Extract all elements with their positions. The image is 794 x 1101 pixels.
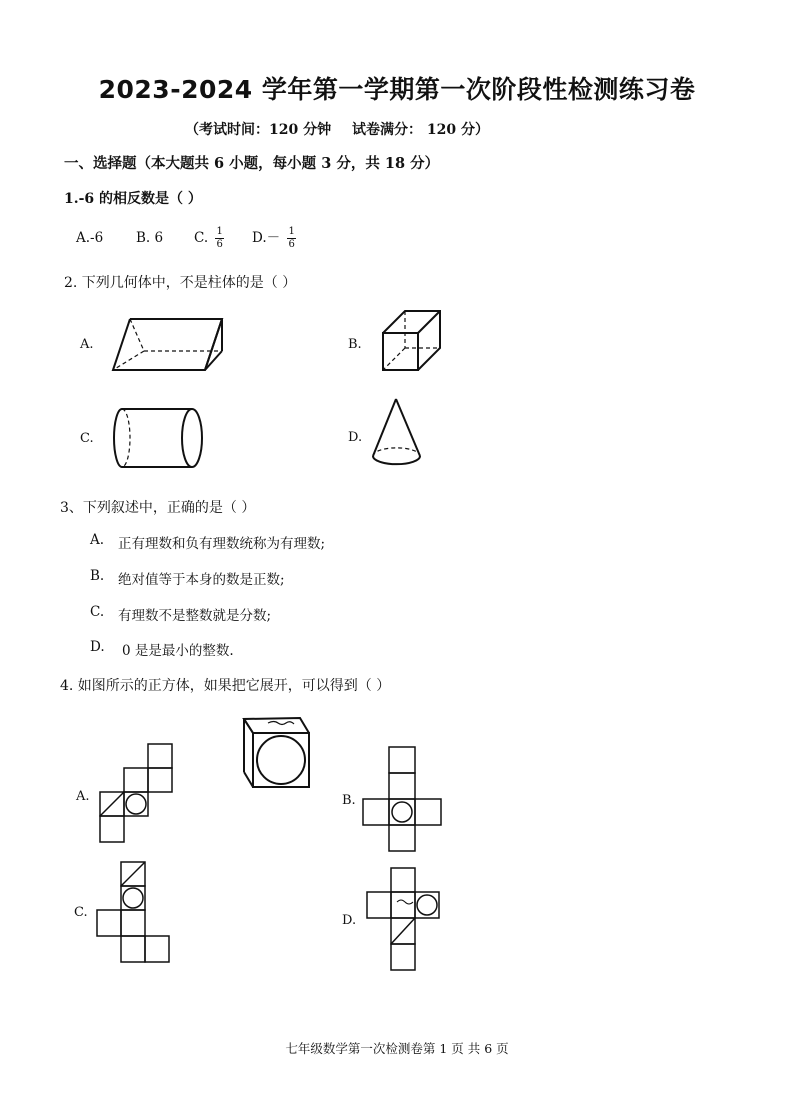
cube-figure (380, 308, 444, 374)
page-title: 2023-2024 学年第一学期第一次阶段性检测练习卷 (98, 75, 696, 104)
q1-option-d-fraction (287, 226, 295, 251)
q4-label-d: D. (342, 913, 357, 928)
question-1-stem: 1.-6 的相反数是（ ） (64, 191, 202, 207)
cone-figure (370, 396, 426, 470)
q1-option-d-label: D.－ (252, 230, 281, 246)
question-2-stem: 2. 下列几何体中，不是柱体的是（ ） (64, 275, 297, 291)
q3-option-b-text: 绝对值等于本身的数是正数; (118, 572, 285, 588)
exam-time: （考试时间：120 分钟 (185, 122, 332, 138)
q2-label-d: D. (348, 430, 363, 445)
page-footer: 七年级数学第一次检测卷第 1 页 共 6 页 (285, 1041, 509, 1056)
net-d-figure (364, 866, 444, 972)
q1-option-d-numerator: 1 (288, 226, 295, 237)
q4-label-c: C. (74, 905, 88, 920)
q1-option-c (194, 226, 224, 251)
q1-option-d (252, 226, 296, 251)
q3-option-a-text: 正有理数和负有理数统称为有理数; (118, 536, 326, 552)
q3-option-c-text: 有理数不是整数就是分数; (118, 608, 272, 624)
question-3-stem: 3、下列叙述中，正确的是（ ） (60, 500, 256, 516)
q1-option-c-fraction (215, 226, 223, 251)
net-c-figure (95, 860, 175, 964)
question-4-stem: 4. 如图所示的正方体，如果把它展开，可以得到（ ） (60, 678, 391, 694)
q1-option-c-denominator: 6 (216, 239, 223, 250)
q4-label-b: B. (342, 793, 356, 808)
triangular-prism-figure (110, 315, 230, 375)
q1-option-c-label: C. (194, 230, 209, 246)
net-a-figure (96, 742, 176, 848)
q2-label-b: B. (348, 337, 362, 352)
net-b-figure (362, 745, 442, 855)
q3-option-d-text: 0 是是最小的整数. (122, 643, 234, 659)
q1-option-b: B. 6 (136, 230, 164, 246)
q1-option-c-numerator: 1 (216, 226, 223, 237)
full-score: 试卷满分： 120 分） (352, 122, 489, 138)
q3-option-d-key: D. (90, 639, 105, 655)
q2-label-a: A. (80, 337, 94, 352)
section-heading: 一、选择题（本大题共 6 小题，每小题 3 分，共 18 分） (64, 155, 440, 172)
q3-option-a-key: A. (90, 532, 105, 548)
cylinder-figure (112, 405, 208, 471)
q4-label-a: A. (76, 789, 90, 804)
q1-option-a: A.-6 (76, 230, 104, 246)
q3-option-b-key: B. (90, 568, 105, 584)
q3-option-c-key: C. (90, 604, 105, 620)
q2-label-c: C. (80, 431, 94, 446)
q1-option-d-denominator: 6 (288, 239, 295, 250)
cube-with-circle-figure (238, 715, 314, 791)
